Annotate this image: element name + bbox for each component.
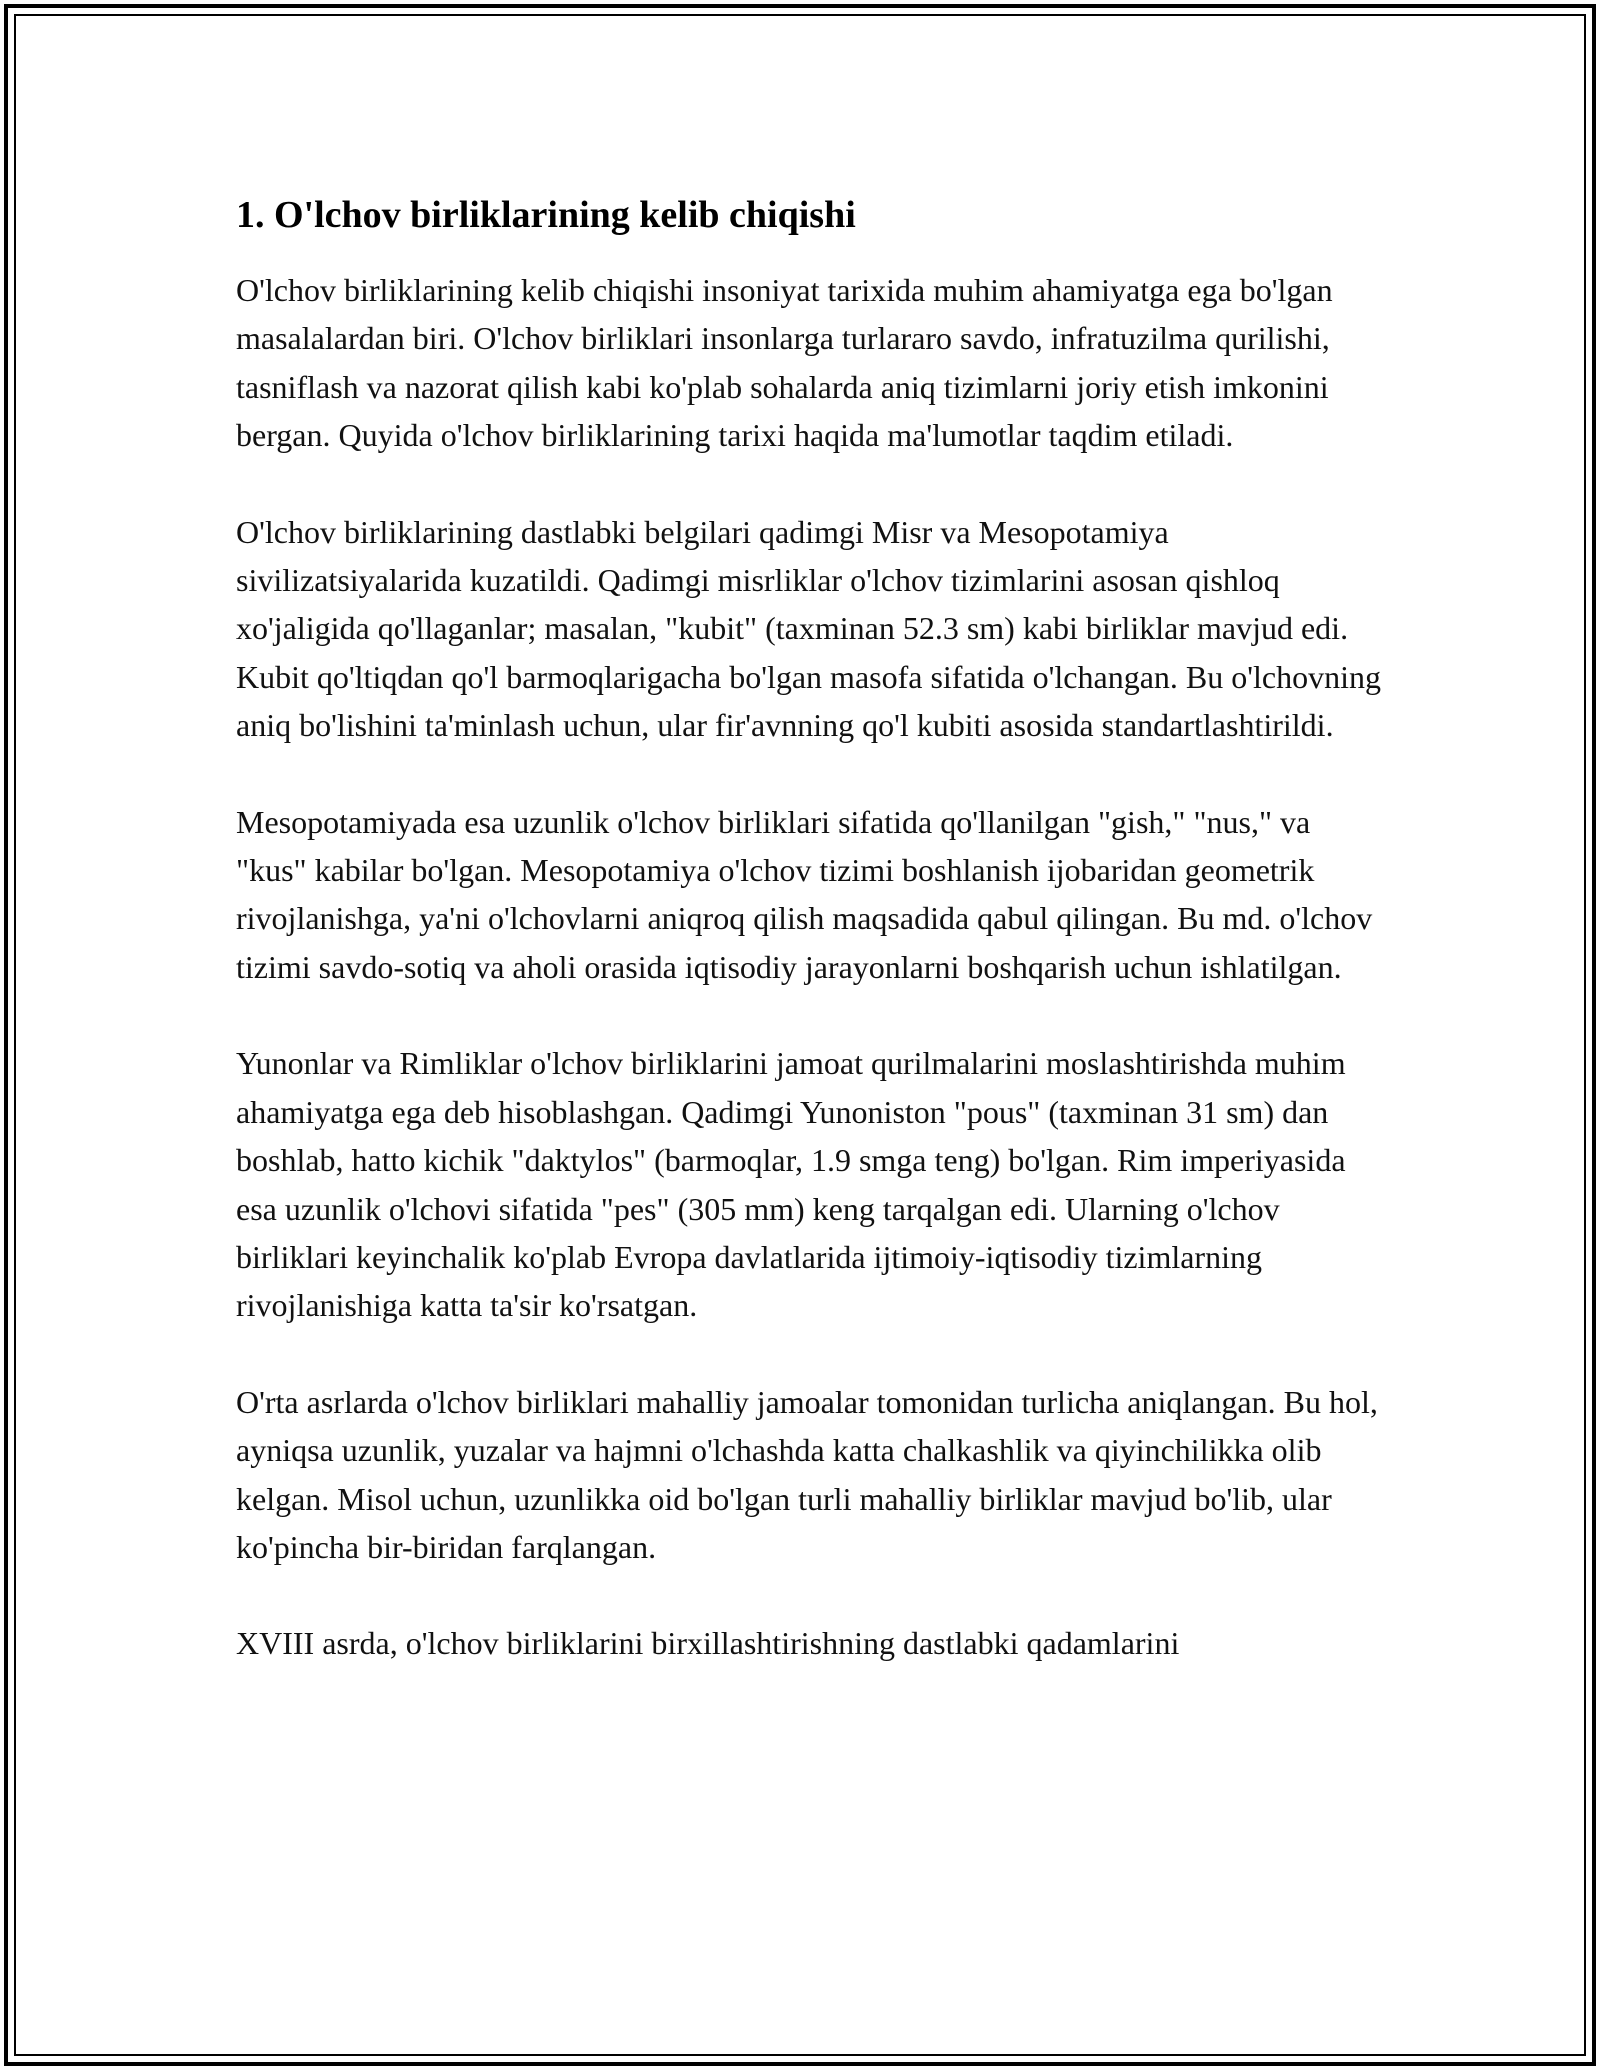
paragraph-middle-ages: O'rta asrlarda o'lchov birliklari mahalliy jamoalar tomonidan turlicha aniqlangan. Bu hol, ayniqsa uzunlik, yuzalar va hajmni o'lchashda katta chalkashlik va qiyinchilikka olib kelgan. Misol uchun, uzunlikka oid bo'lgan turli mahalliy birliklar mavjud bo'lib, ular ko'pincha bir-biridan farqlangan.	[236, 1383, 1378, 1565]
paragraph-egypt-mesopotamia: O'lchov birliklarining dastlabki belgilari qadimgi Misr va Mesopotamiya sivilizatsiyalarida kuzatildi. Qadimgi misrliklar o'lchov tizimlarini asosan qishloq xo'jaligida qo'llaganlar; masalan, "kubit" (taxminan 52.3 sm) kabi birliklar mavjud edi. Kubit qo'ltiqdan qo'l barmoqlarigacha bo'lgan masofa sifatida o'lchangan. Bu o'lchovning aniq bo'lishini ta'minlash uchun, ular fir'avnning qo'l kubiti asosida standartlashtirildi.	[236, 513, 1381, 744]
paragraph-greeks-romans: Yunonlar va Rimliklar o'lchov birliklarini jamoat qurilmalarini moslashtirishda muhim ahamiyatga ega deb hisoblashgan. Qadimgi Yunoniston "pous" (taxminan 31 sm) dan boshlab, hatto kichik "daktylos" (barmoqlar, 1.9 smga teng) bo'lgan. Rim imperiyasida esa uzunlik o'lchovi sifatida "pes" (305 mm) keng tarqalgan edi. Ularning o'lchov birliklari keyinchalik ko'plab Evropa davlatlarida ijtimoiy-iqtisodiy tizimlarning rivojlanishiga katta ta'sir ko'rsatgan.	[236, 1045, 1346, 1324]
paragraph-intro: O'lchov birliklarining kelib chiqishi insoniyat tarixida muhim ahamiyatga ega bo'lgan masalalardan biri. O'lchov birliklari insonlarga turlararo savdo, infratuzilma qurilishi, tasniflash va nazorat qilish kabi ko'plab sohalarda aniq tizimlarni joriy etish imkonini bergan. Quyida o'lchov birliklarining tarixi haqida ma'lumotlar taqdim etiladi.	[236, 272, 1333, 454]
paragraph-mesopotamia-units: Mesopotamiyada esa uzunlik o'lchov birliklari sifatida qo'llanilgan "gish," "nus," va "kus" kabilar bo'lgan. Mesopotamiya o'lchov tizimi boshlanish ijobaridan geometrik rivojlanishga, ya'ni o'lchovlarni aniqroq qilish maqsadida qabul qilingan. Bu md. o'lchov tizimi savdo-sotiq va aholi orasida iqtisodiy jarayonlarni boshqarish uchun ishlatilgan.	[236, 803, 1373, 985]
section-heading: 1. O'lchov birliklarining kelib chiqishi	[236, 194, 856, 236]
paragraph-eighteenth-century: XVIII asrda, o'lchov birliklarini birxillashtirishning dastlabki qadamlarini	[236, 1625, 1180, 1662]
document-body	[236, 190, 1386, 1716]
